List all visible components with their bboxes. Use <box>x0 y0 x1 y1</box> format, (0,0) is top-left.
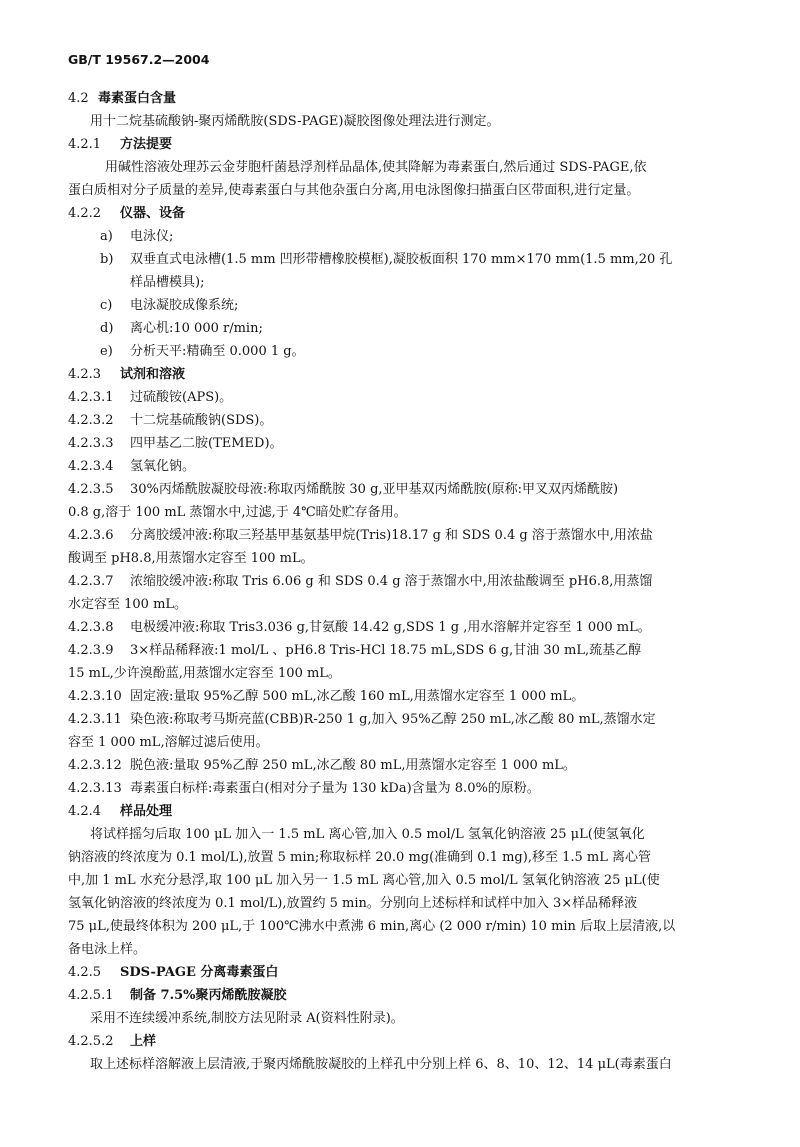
reagent-item <box>68 482 618 498</box>
list-label: c) <box>100 298 113 313</box>
reagent-item <box>68 620 651 636</box>
list-item <box>100 229 173 245</box>
section-title: 仪器、设备 <box>120 206 186 221</box>
clause-number: 4.2.3.7 <box>68 574 114 589</box>
clause-number: 4.2.3.2 <box>68 413 114 428</box>
list-text: 双垂直式电泳槽(1.5 mm 凹形带槽橡胶模框),凝胶板面积 170 mm×170 mm(1.5 mm,20 孔 <box>130 252 673 267</box>
section-title: 方法提要 <box>120 137 173 152</box>
clause-text: 固定液:量取 95%乙醇 500 mL,冰乙酸 160 mL,用蒸馏水定容至 1 000 mL。 <box>130 689 585 704</box>
reagent-item <box>68 413 272 429</box>
paragraph-line: 采用不连续缓冲系统,制胶方法见附录 A(资料性附录)。 <box>90 1011 404 1026</box>
list-text: 分析天平:精确至 0.000 1 g。 <box>130 344 305 359</box>
section-title: SDS-PAGE 分离毒素蛋白 <box>120 965 279 980</box>
section-title: 上样 <box>130 1034 157 1049</box>
section-number: 4.2 <box>68 91 89 106</box>
paragraph-line: 中,加 1 mL 水充分悬浮,取 100 μL 加入另一 1.5 mL 离心管,加入 0.5 mol/L 氢氧化钠溶液 25 μL(使 <box>68 873 660 888</box>
paragraph-line: 75 μL,使最终体积为 200 μL,于 100℃沸水中煮沸 6 min,离心 (2 000 r/min) 10 min 后取上层清液,以 <box>68 919 676 934</box>
paragraph-line: 将试样摇匀后取 100 μL 加入一 1.5 mL 离心管,加入 0.5 mol/L 氢氧化钠溶液 25 μL(使氢氧化 <box>90 827 645 842</box>
reagent-item <box>68 781 540 797</box>
clause-number: 4.2.3.11 <box>68 712 122 727</box>
heading-4-2-1 <box>68 137 172 153</box>
reagent-item <box>68 574 652 590</box>
clause-text: 分离胶缓冲液:称取三羟基甲基氨基甲烷(Tris)18.17 g 和 SDS 0.4 g 溶于蒸馏水中,用浓盐 <box>130 528 653 543</box>
clause-text: 3×样品稀释液:1 mol/L 、pH6.8 Tris-HCl 18.75 mL,SDS 6 g,甘油 30 mL,巯基乙醇 <box>130 643 642 658</box>
reagent-item <box>68 758 576 774</box>
list-item <box>100 298 238 314</box>
paragraph-line: 取上述标样溶解液上层清液,于聚丙烯酰胺凝胶的上样孔中分别上样 6、8、10、12、14 μL(毒素蛋白 <box>90 1057 672 1072</box>
list-text: 电泳凝胶成像系统; <box>130 298 239 313</box>
clause-number: 4.2.3.12 <box>68 758 122 773</box>
list-item <box>100 321 263 337</box>
list-item <box>100 252 672 268</box>
clause-number: 4.2.3.3 <box>68 436 114 451</box>
clause-text: 过硫酸铵(APS)。 <box>130 390 233 405</box>
clause-number: 4.2.3.10 <box>68 689 122 704</box>
section-title: 制备 7.5%聚丙烯酰胺凝胶 <box>130 988 287 1003</box>
list-text: 离心机:10 000 r/min; <box>130 321 263 336</box>
section-number: 4.2.2 <box>68 206 102 221</box>
paragraph-line: 用碱性溶液处理苏云金芽胞杆菌悬浮剂样品晶体,使其降解为毒素蛋白,然后通过 SDS-PAGE,依 <box>105 160 647 175</box>
paragraph-line: 备电泳上样。 <box>68 942 147 957</box>
clause-text: 染色液:称取考马斯亮蓝(CBB)R-250 1 g,加入 95%乙醇 250 mL,冰乙酸 80 mL,蒸馏水定 <box>130 712 656 727</box>
clause-text: 氢氧化钠。 <box>130 459 196 474</box>
heading-4-2-4 <box>68 804 172 820</box>
clause-number: 4.2.3.1 <box>68 390 114 405</box>
reagent-item <box>68 390 232 406</box>
section-number: 4.2.5.1 <box>68 988 114 1003</box>
clause-number: 4.2.3.8 <box>68 620 114 635</box>
clause-text: 30%丙烯酰胺凝胶母液:称取丙烯酰胺 30 g,亚甲基双丙烯酰胺(原称:甲叉双丙烯酰胺) <box>130 482 619 497</box>
section-title: 样品处理 <box>120 804 173 819</box>
clause-text-continued: 水定容至 100 mL。 <box>68 597 188 612</box>
clause-text: 脱色液:量取 95%乙醇 250 mL,冰乙酸 80 mL,用蒸馏水定容至 1 000 mL。 <box>130 758 576 773</box>
clause-number: 4.2.3.6 <box>68 528 114 543</box>
section-title: 毒素蛋白含量 <box>98 91 177 106</box>
clause-text-continued: 0.8 g,溶于 100 mL 蒸馏水中,过滤,于 4℃暗处贮存备用。 <box>68 505 407 520</box>
list-text: 电泳仪; <box>130 229 174 244</box>
clause-text-continued: 15 mL,少许溴酚蓝,用蒸馏水定容至 100 mL。 <box>68 666 341 681</box>
list-item <box>100 344 305 360</box>
clause-text: 毒素蛋白标样:毒素蛋白(相对分子量为 130 kDa)含量为 8.0%的原粉。 <box>130 781 540 796</box>
reagent-item <box>68 528 653 544</box>
heading-4-2-2 <box>68 206 185 222</box>
paragraph-line: 蛋白质相对分子质量的差异,使毒素蛋白与其他杂蛋白分离,用电泳图像扫描蛋白区带面积,进行定量。 <box>68 183 640 198</box>
clause-number: 4.2.3.9 <box>68 643 114 658</box>
clause-text: 十二烷基硫酸钠(SDS)。 <box>130 413 273 428</box>
clause-text-continued: 容至 1 000 mL,溶解过滤后使用。 <box>68 735 269 750</box>
clause-text: 浓缩胶缓冲液:称取 Tris 6.06 g 和 SDS 0.4 g 溶于蒸馏水中,用浓盐酸调至 pH6.8,用蒸馏 <box>130 574 653 589</box>
reagent-item <box>68 459 195 475</box>
section-number: 4.2.5.2 <box>68 1034 114 1049</box>
clause-text: 四甲基乙二胺(TEMED)。 <box>130 436 283 451</box>
clause-number: 4.2.3.5 <box>68 482 114 497</box>
clause-number: 4.2.3.13 <box>68 781 122 796</box>
clause-number: 4.2.3.4 <box>68 459 114 474</box>
list-label: d) <box>100 321 114 336</box>
clause-text: 电极缓冲液:称取 Tris3.036 g,甘氨酸 14.42 g,SDS 1 g ,用水溶解并定容至 1 000 mL。 <box>130 620 651 635</box>
list-label: a) <box>100 229 113 244</box>
clause-text-continued: 酸调至 pH8.8,用蒸馏水定容至 100 mL。 <box>68 551 314 566</box>
reagent-item <box>68 712 656 728</box>
standard-number: GB/T 19567.2—2004 <box>68 52 210 67</box>
reagent-item <box>68 436 283 452</box>
heading-4-2-5-1 <box>68 988 287 1004</box>
section-number: 4.2.4 <box>68 804 102 819</box>
list-text-continued: 样品槽模具); <box>130 275 205 290</box>
heading-4-2-5 <box>68 965 278 981</box>
heading-4-2-3 <box>68 367 185 383</box>
paragraph-line: 氢氧化钠溶液的终浓度为 0.1 mol/L),放置约 5 min。分别向上述标样和试样中加入 3×样品稀释液 <box>68 896 638 911</box>
heading-4-2-5-2 <box>68 1034 156 1050</box>
section-number: 4.2.5 <box>68 965 102 980</box>
heading-4-2 <box>68 91 176 107</box>
list-label: b) <box>100 252 114 267</box>
section-title: 试剂和溶液 <box>120 367 186 382</box>
section-number: 4.2.3 <box>68 367 102 382</box>
section-number: 4.2.1 <box>68 137 102 152</box>
reagent-item <box>68 643 641 659</box>
paragraph-line: 用十二烷基硫酸钠-聚丙烯酰胺(SDS-PAGE)凝胶图像处理法进行测定。 <box>90 114 500 129</box>
reagent-item <box>68 689 584 705</box>
paragraph-line: 钠溶液的终浓度为 0.1 mol/L),放置 5 min;称取标样 20.0 mg(准确到 0.1 mg),移至 1.5 mL 离心管 <box>68 850 651 865</box>
list-label: e) <box>100 344 113 359</box>
